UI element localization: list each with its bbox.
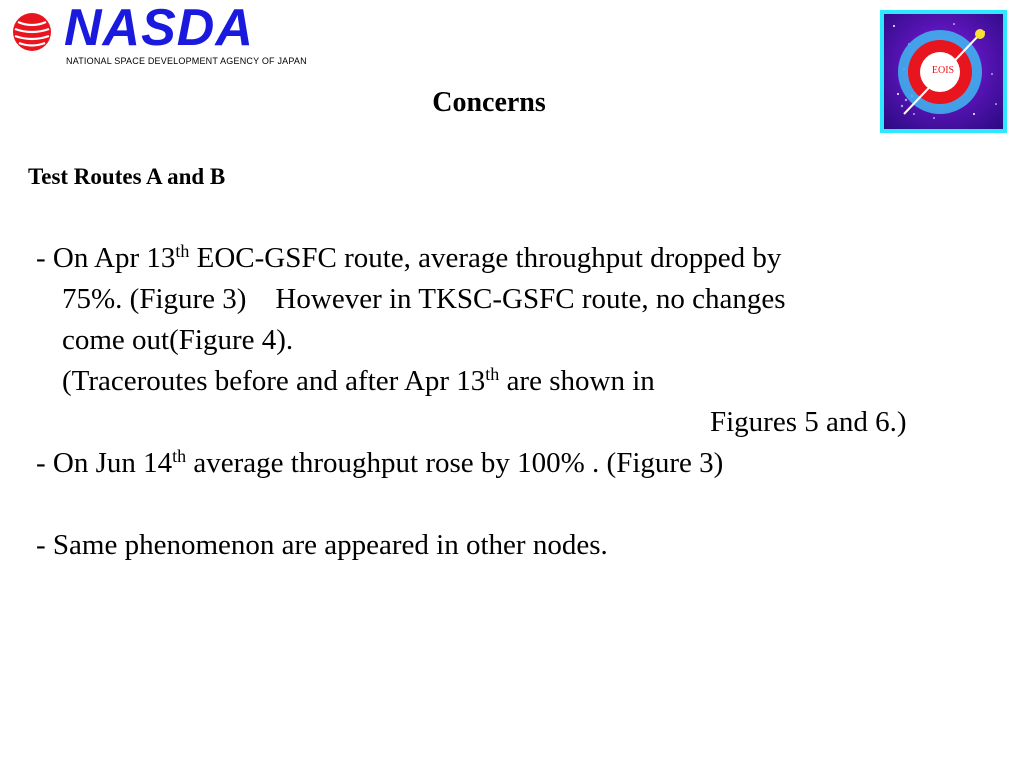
section-heading: Test Routes A and B bbox=[28, 164, 226, 189]
eos-badge-label: EOIS bbox=[931, 65, 955, 76]
bullet-1-line-2: 75%. (Figure 3) However in TKSC-GSFC route, no changes bbox=[62, 283, 786, 315]
bullet-1-line-4-text-a: (Traceroutes before and after Apr 13 bbox=[62, 365, 486, 397]
bullet-2-text-b: average throughput rose by 100% . (Figure 3) bbox=[186, 447, 724, 479]
bullet-1-line-1 bbox=[36, 238, 996, 279]
nasda-tagline: NATIONAL SPACE DEVELOPMENT AGENCY OF JAPAN bbox=[66, 56, 307, 66]
nasda-wordmark: NASDA bbox=[64, 0, 254, 57]
bullet-1-line-5: Figures 5 and 6.) bbox=[710, 406, 907, 438]
bullet-1-line-4-superscript: th bbox=[485, 364, 500, 384]
bullet-list bbox=[36, 238, 996, 566]
bullet-1-text-a: - On Apr 13 bbox=[36, 242, 176, 274]
bullet-3: - Same phenomenon are appeared in other nodes. bbox=[36, 529, 608, 561]
bullet-1-superscript: th bbox=[175, 241, 190, 261]
nasda-logo bbox=[12, 0, 342, 70]
bullet-1-line-4 bbox=[36, 361, 996, 402]
slide-title: Concerns bbox=[432, 87, 546, 118]
bullet-1-text-b: EOC-GSFC route, average throughput dropped by bbox=[189, 242, 782, 274]
bullet-2-text-a: - On Jun 14 bbox=[36, 447, 173, 479]
bullet-2-superscript: th bbox=[172, 446, 187, 466]
spacer bbox=[36, 484, 996, 525]
nasda-emblem-icon bbox=[12, 12, 52, 52]
bullet-1-line-3: come out(Figure 4). bbox=[62, 324, 294, 356]
bullet-2 bbox=[36, 443, 996, 484]
bullet-1-line-4-text-b: are shown in bbox=[499, 365, 655, 397]
